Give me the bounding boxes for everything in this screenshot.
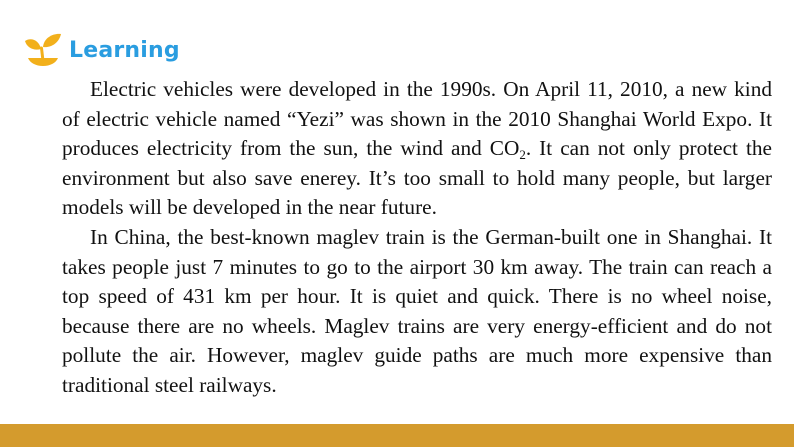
- co2-subscript: 2: [519, 147, 526, 163]
- footer-bar: [0, 424, 794, 447]
- section-title: Learning: [69, 37, 180, 63]
- paragraph2-text: In China, the best-known maglev train is the German-built one in Shanghai. It takes people just 7 minutes to go to the airport 30 km away. The train can reach a top speed of 431 km per hour. It is quiet and quick. There is no wheel noise, because there are no wheels. Maglev trains are very energy-efficient and do not pollute the air. However, maglev guide paths are much more expensive than traditional steel railways.: [62, 224, 772, 397]
- paragraph1-text-continued: . It can not only protect the environment but also save enerey. It’s too small to hold many people, but larger models will be developed in the near future.: [62, 136, 772, 220]
- paragraph1-text: Electric vehicles were developed in the 1990s. On April 11, 2010, a new kind of electric vehicle named “Yezi” was shown in the 2010 Shanghai World Expo. It produces electricity from the sun, the wind and CO: [62, 77, 772, 161]
- section-header: [22, 30, 180, 70]
- sprout-icon: [22, 32, 64, 68]
- reading-passage: [62, 75, 772, 401]
- paragraph-electric-vehicles: [62, 75, 772, 223]
- paragraph-maglev-train: [62, 223, 772, 401]
